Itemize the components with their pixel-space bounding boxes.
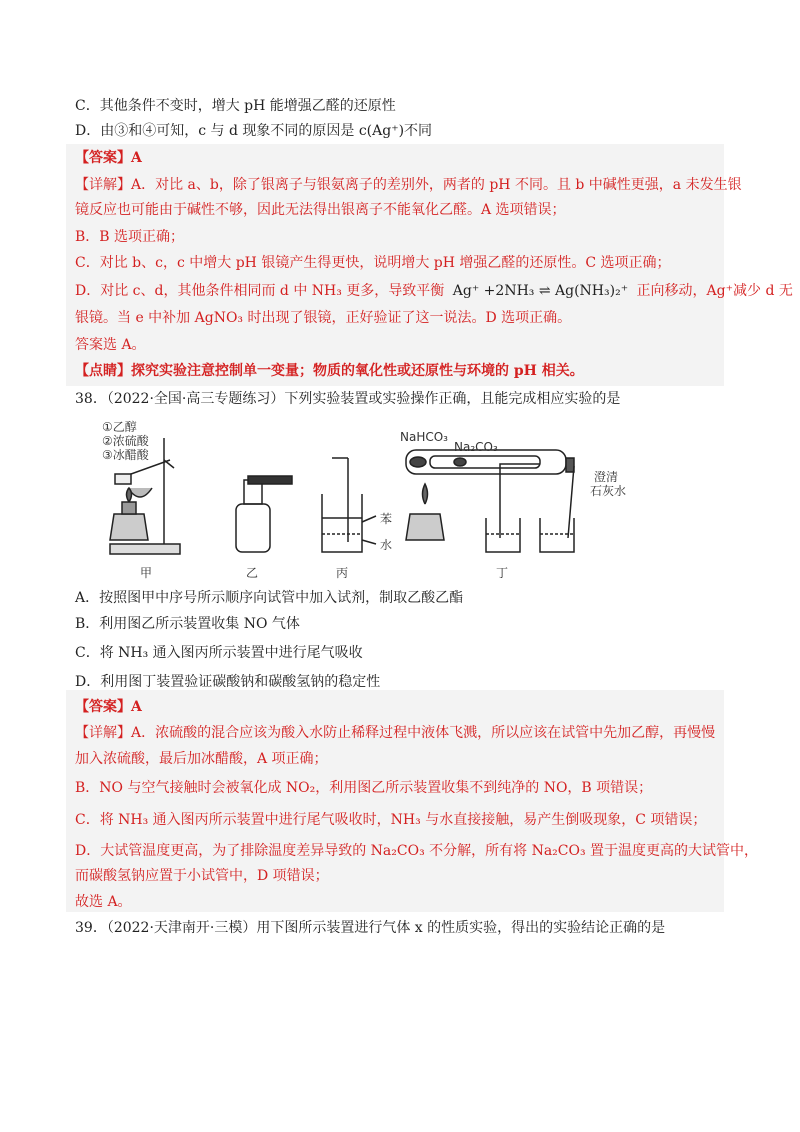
prev-option-c: C．其他条件不变时，增大 pH 能增强乙醛的还原性 xyxy=(75,98,396,114)
prev-answer: 【答案】A xyxy=(75,150,142,166)
label-reagent3: ③冰醋酸 xyxy=(102,448,149,462)
q38-answer: 【答案】A xyxy=(75,699,142,715)
apparatus-yi xyxy=(236,476,292,552)
prev-explain-1: 【详解】A．对比 a、b，除了银离子与银氨离子的差别外，两者的 pH 不同。且 b 中碱性更强，a 未发生银 xyxy=(75,177,742,193)
q38-option-b: B．利用图乙所示装置收集 NO 气体 xyxy=(75,616,300,632)
q38-explain-7: 故选 A。 xyxy=(75,894,132,910)
apparatus-drawing xyxy=(100,418,640,584)
prev-explain-5 xyxy=(75,281,793,301)
prev-point: 【点睛】探究实验注意控制单一变量；物质的氧化性或还原性与环境的 pH 相关。 xyxy=(75,363,584,379)
label-limewater-2: 石灰水 xyxy=(590,484,627,498)
label-jia: 甲 xyxy=(140,566,153,580)
equilibrium-equation: Ag⁺ +2NH₃ ⇌ Ag(NH₃)₂⁺ xyxy=(452,283,629,299)
prev-explain-3: B．B 选项正确； xyxy=(75,229,185,245)
prev-explain-2: 镜反应也可能由于碱性不够，因此无法得出银离子不能氧化乙醛。A 选项错误； xyxy=(75,202,566,218)
q38-explain-5: D．大试管温度更高，为了排除温度差异导致的 Na₂CO₃ 不分解，所有将 Na₂CO₃ 置于温度更高的大试管中， xyxy=(75,843,759,859)
label-na2co3: Na₂CO₃ xyxy=(454,440,498,454)
label-ding: 丁 xyxy=(496,566,509,580)
apparatus-ding xyxy=(406,450,574,552)
label-limewater-1: 澄清 xyxy=(594,470,619,484)
q38-explain-1: 【详解】A．浓硫酸的混合应该为酸入水防止稀释过程中液体飞溅，所以应该在试管中先加乙醇，再慢慢 xyxy=(75,725,716,741)
label-benzene: 苯 xyxy=(380,512,393,526)
label-water: 水 xyxy=(380,538,393,552)
q38-figure xyxy=(100,418,640,584)
q38-explain-2: 加入浓硫酸，最后加冰醋酸，A 项正确； xyxy=(75,751,328,767)
prev-explain-5a: D．对比 c、d，其他条件相同而 d 中 NH₃ 更多，导致平衡 xyxy=(75,283,445,299)
q38-explain-6: 而碳酸氢钠应置于小试管中，D 项错误； xyxy=(75,868,329,884)
label-bing: 丙 xyxy=(336,566,349,580)
prev-explain-4: C．对比 b、c，c 中增大 pH 银镜产生得更快，说明增大 pH 增强乙醛的还原性。C 选项正确； xyxy=(75,255,671,271)
label-nahco3: NaHCO₃ xyxy=(400,430,448,444)
q38-option-d: D．利用图丁装置验证碳酸钠和碳酸氢钠的稳定性 xyxy=(75,674,381,690)
label-yi: 乙 xyxy=(246,566,259,580)
q38-option-a: A．按照图甲中序号所示顺序向试管中加入试剂，制取乙酸乙酯 xyxy=(75,590,464,606)
prev-explain-6: 银镜。当 e 中补加 AgNO₃ 时出现了银镜，正好验证了这一说法。D 选项正确。 xyxy=(75,310,572,326)
label-reagent1: ①乙醇 xyxy=(102,420,137,434)
q39-stem: 39．（2022·天津南开·三模）用下图所示装置进行气体 x 的性质实验，得出的实验结论正确的是 xyxy=(75,920,666,936)
q38-explain-4: C．将 NH₃ 通入图丙所示装置中进行尾气吸收时，NH₃ 与水直接接触，易产生倒吸现象，C 项错误； xyxy=(75,812,707,828)
q38-stem: 38．（2022·全国·高三专题练习）下列实验装置或实验操作正确，且能完成相应实验的是 xyxy=(75,391,621,407)
label-reagent2: ②浓硫酸 xyxy=(102,434,149,448)
prev-option-d: D．由③和④可知，c 与 d 现象不同的原因是 c(Ag⁺)不同 xyxy=(75,123,433,139)
apparatus-bing xyxy=(322,458,376,552)
q38-option-c: C．将 NH₃ 通入图丙所示装置中进行尾气吸收 xyxy=(75,645,363,661)
prev-explain-7: 答案选 A。 xyxy=(75,337,146,353)
q38-explain-3: B．NO 与空气接触时会被氧化成 NO₂，利用图乙所示装置收集不到纯净的 NO，B 项错误； xyxy=(75,780,653,796)
prev-explain-5b: 正向移动，Ag⁺减少 d 无 xyxy=(636,283,793,299)
